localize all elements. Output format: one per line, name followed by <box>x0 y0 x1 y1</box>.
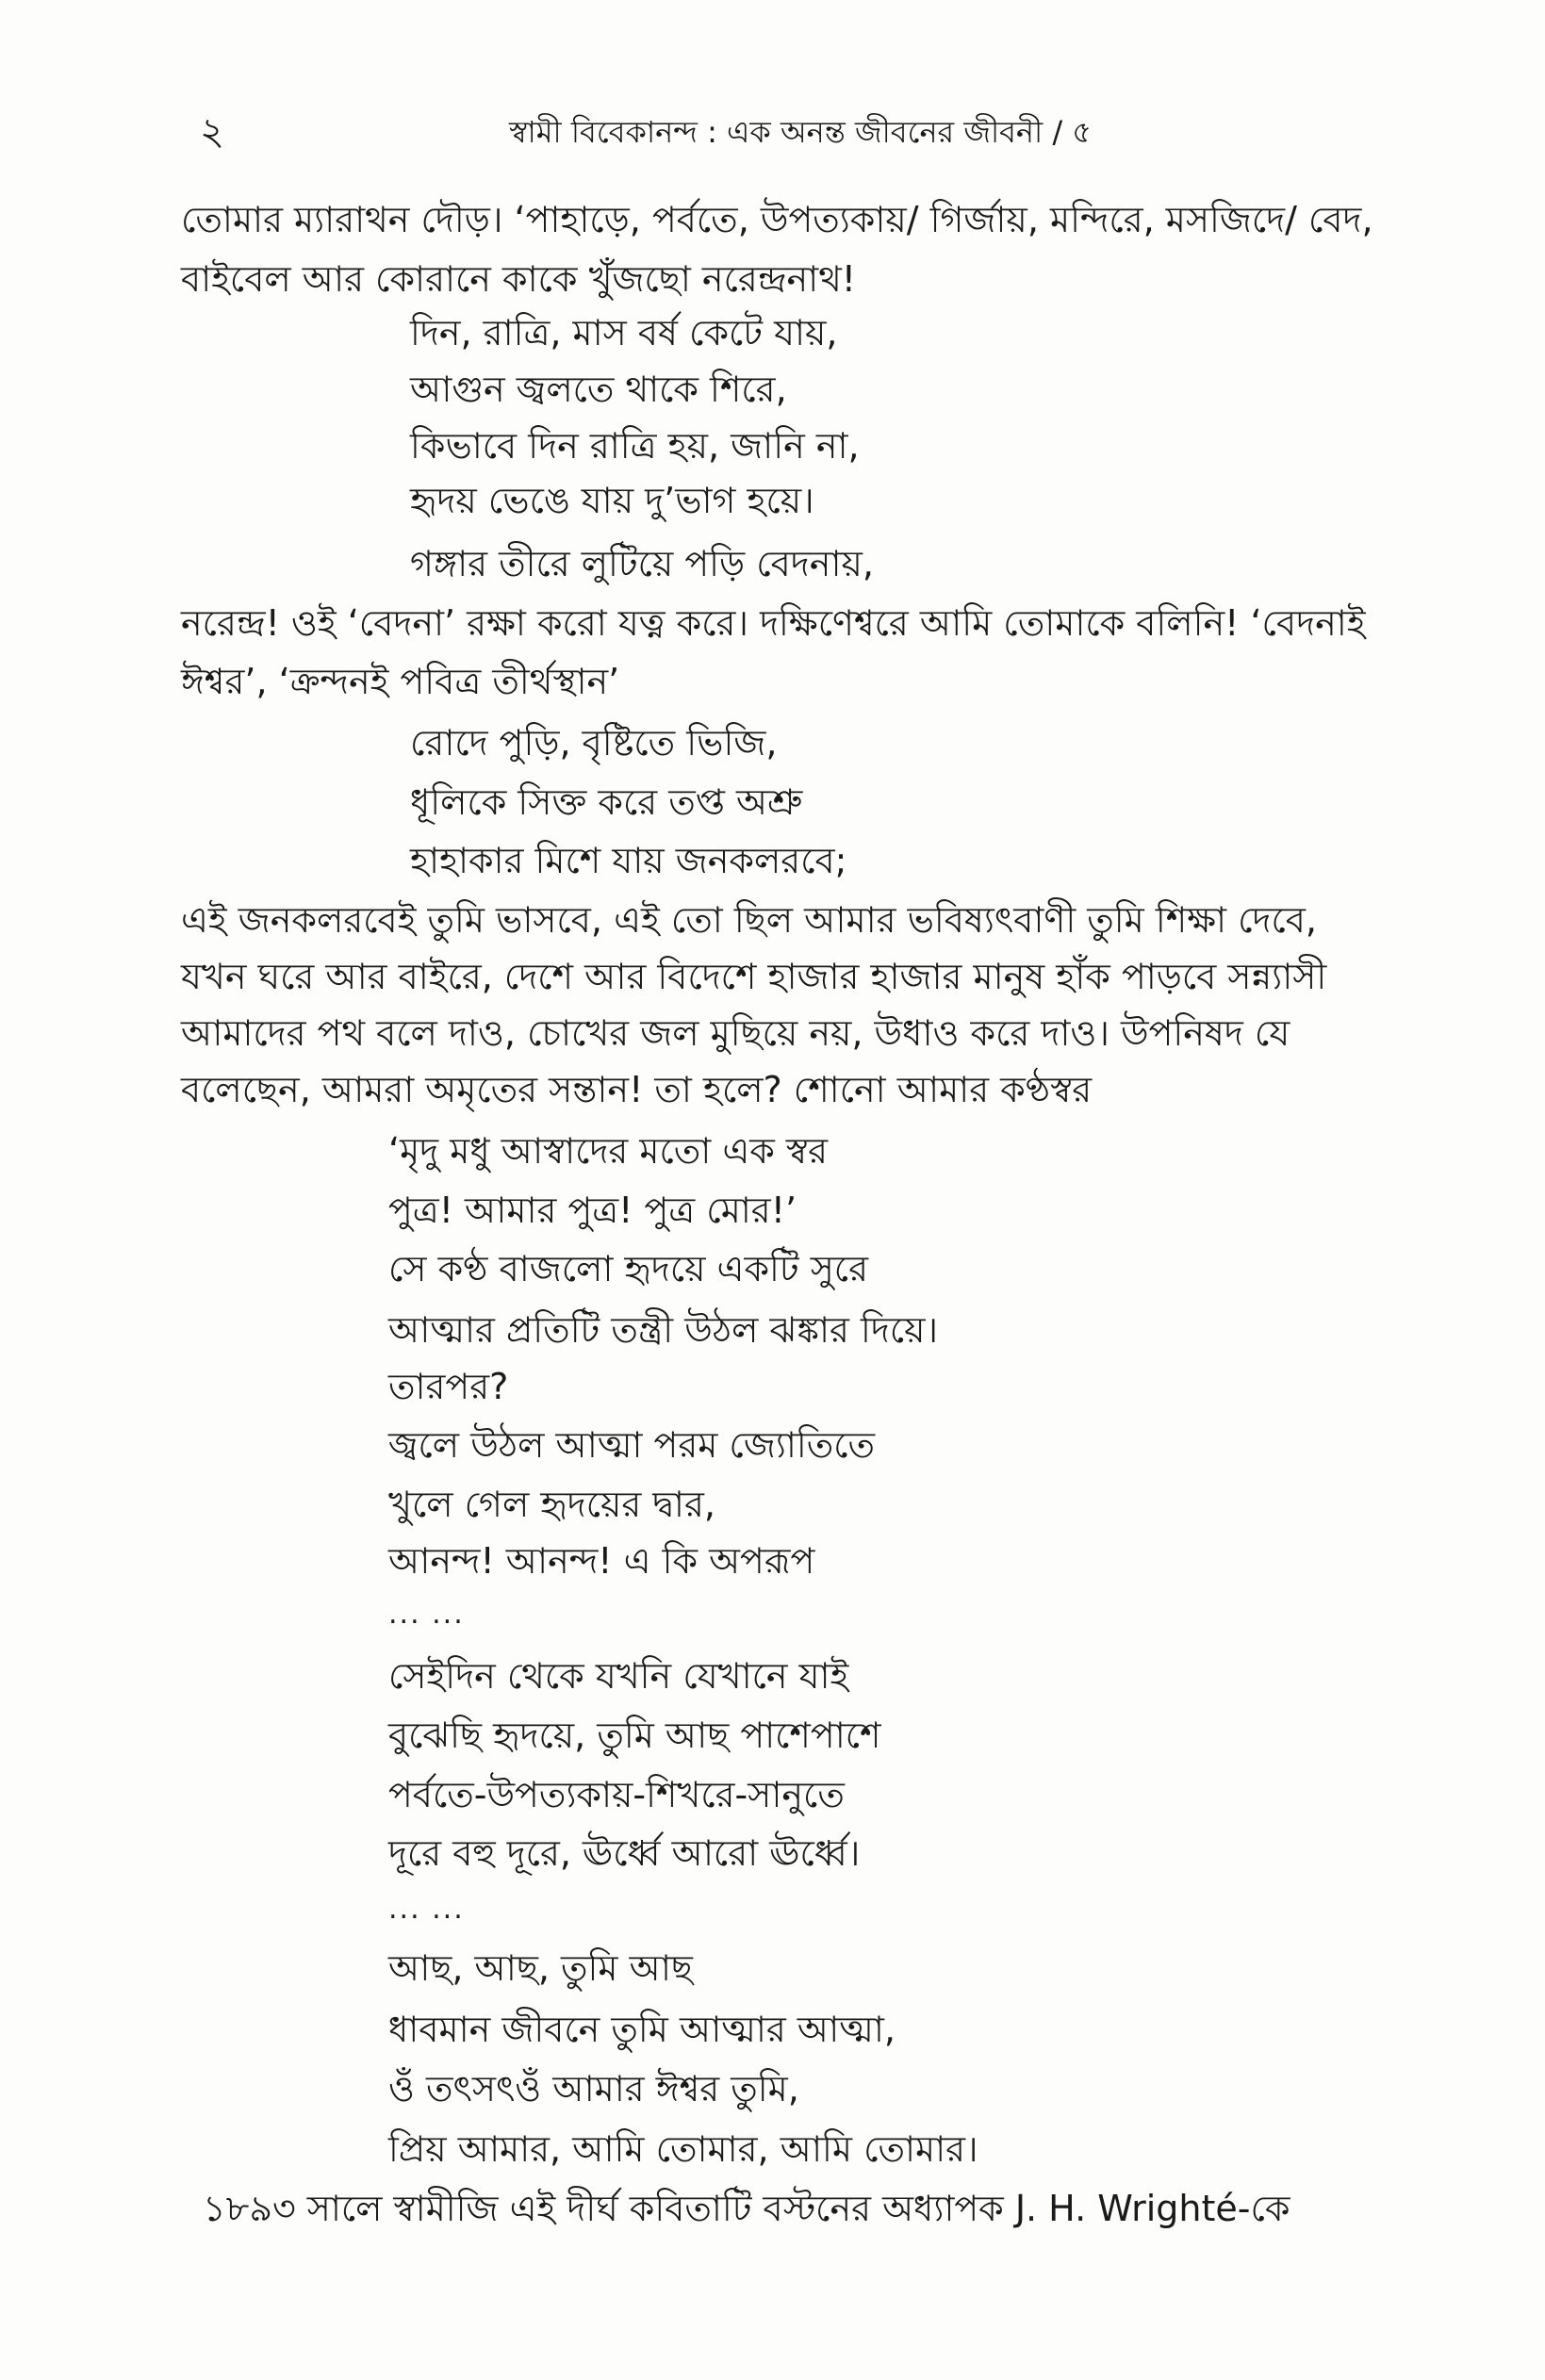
verse-line: দূরে বহু দূরে, ঊর্ধ্বে আরো ঊর্ধ্বে। <box>388 1832 861 1874</box>
verse-line: পুত্র! আমার পুত্র! পুত্র মোর!’ <box>388 1190 797 1231</box>
prose-line: নরেন্দ্র! ওই ‘বেদনা’ রক্ষা করো যত্ন করে। দক্ষিণেশ্বরে আমি তোমাকে বলিনি! ‘বেদনাই <box>181 602 1366 644</box>
verse-line: ধূলিকে সিক্ত করে তপ্ত অশ্রু <box>410 781 803 823</box>
verse-line: তারপর? <box>388 1366 509 1407</box>
verse-line: আত্মার প্রতিটি তন্ত্রী উঠল ঝঙ্কার দিয়ে। <box>388 1309 939 1351</box>
page-number: ২ <box>200 110 225 154</box>
verse-line: দিন, রাত্রি, মাস বর্ষ কেটে যায়, <box>410 312 838 353</box>
prose-line: ১৮৯৩ সালে স্বামীজি এই দীর্ঘ কবিতাটি বস্টনের অধ্যাপক J. H. Wrighté-কে <box>203 2188 1290 2229</box>
prose-line: তোমার ম্যারাথন দৌড়। ‘পাহাড়ে, পর্বতে, উপত্যকায়/ গির্জায়, মন্দিরে, মসজিদে/ বেদ, <box>181 199 1373 240</box>
verse-ellipsis: ... ... <box>388 1893 465 1926</box>
prose-line: বাইবেল আর কোরানে কাকে খুঁজছো নরেন্দ্রনাথ! <box>181 258 857 300</box>
prose-line: বলেছেন, আমরা অমৃতের সন্তান! তা হলে? শোনো আমার কণ্ঠস্বর <box>181 1069 1093 1110</box>
verse-line: খুলে গেল হৃদয়ের দ্বার, <box>388 1484 715 1525</box>
verse-line: জ্বলে উঠল আত্মা পরম জ্যোতিতে <box>388 1424 876 1466</box>
verse-line: কিভাবে দিন রাত্রি হয়, জানি না, <box>410 425 860 467</box>
verse-ellipsis: ... ... <box>388 1598 465 1631</box>
verse-line: পর্বতে-উপত্যকায়-শিখরে-সানুতে <box>388 1774 845 1815</box>
verse-line: আনন্দ! আনন্দ! এ কি অপরূপ <box>388 1540 815 1582</box>
verse-line: আগুন জ্বলতে থাকে শিরে, <box>410 369 787 410</box>
verse-line: রোদে পুড়ি, বৃষ্টিতে ভিজি, <box>410 722 778 763</box>
verse-line: ওঁ তৎসৎওঁ আমার ঈশ্বর তুমি, <box>388 2068 799 2109</box>
verse-line: ‘মৃদু মধু আস্বাদের মতো এক স্বর <box>388 1130 828 1172</box>
verse-line: বুঝেছি হৃদয়ে, তুমি আছ পাশেপাশে <box>388 1715 881 1756</box>
verse-line: ধাবমান জীবনে তুমি আত্মার আত্মা, <box>388 2009 896 2050</box>
verse-line: হাহাকার মিশে যায় জনকলরবে; <box>410 840 847 881</box>
verse-line: হৃদয় ভেঙে যায় দু’ভাগ হয়ে। <box>410 480 814 521</box>
verse-line: গঙ্গার তীরে লুটিয়ে পড়ি বেদনায়, <box>410 543 874 584</box>
running-head: স্বামী বিবেকানন্দ : এক অনন্ত জীবনের জীবনী / ৫ <box>509 114 1093 150</box>
prose-line: আমাদের পথ বলে দাও, চোখের জল মুছিয়ে নয়, উধাও করে দাও। উপনিষদ যে <box>181 1012 1290 1054</box>
verse-line: আছ, আছ, তুমি আছ <box>388 1947 693 1989</box>
verse-line: সেইদিন থেকে যখনি যেখানে যাই <box>388 1655 849 1697</box>
verse-line: প্রিয় আমার, আমি তোমার, আমি তোমার। <box>388 2128 978 2170</box>
verse-line: সে কণ্ঠ বাজলো হৃদয়ে একটি সুরে <box>388 1248 868 1289</box>
prose-line: এই জনকলরবেই তুমি ভাসবে, এই তো ছিল আমার ভবিষ্যৎবাণী তুমি শিক্ষা দেবে, <box>181 899 1317 941</box>
prose-line: যখন ঘরে আর বাইরে, দেশে আর বিদেশে হাজার হাজার মানুষ হাঁক পাড়বে সন্ন্যাসী <box>181 956 1327 997</box>
page-header <box>189 104 1375 160</box>
prose-line: ঈশ্বর’, ‘ক্রন্দনই পবিত্র তীর্থস্থান’ <box>181 661 620 702</box>
